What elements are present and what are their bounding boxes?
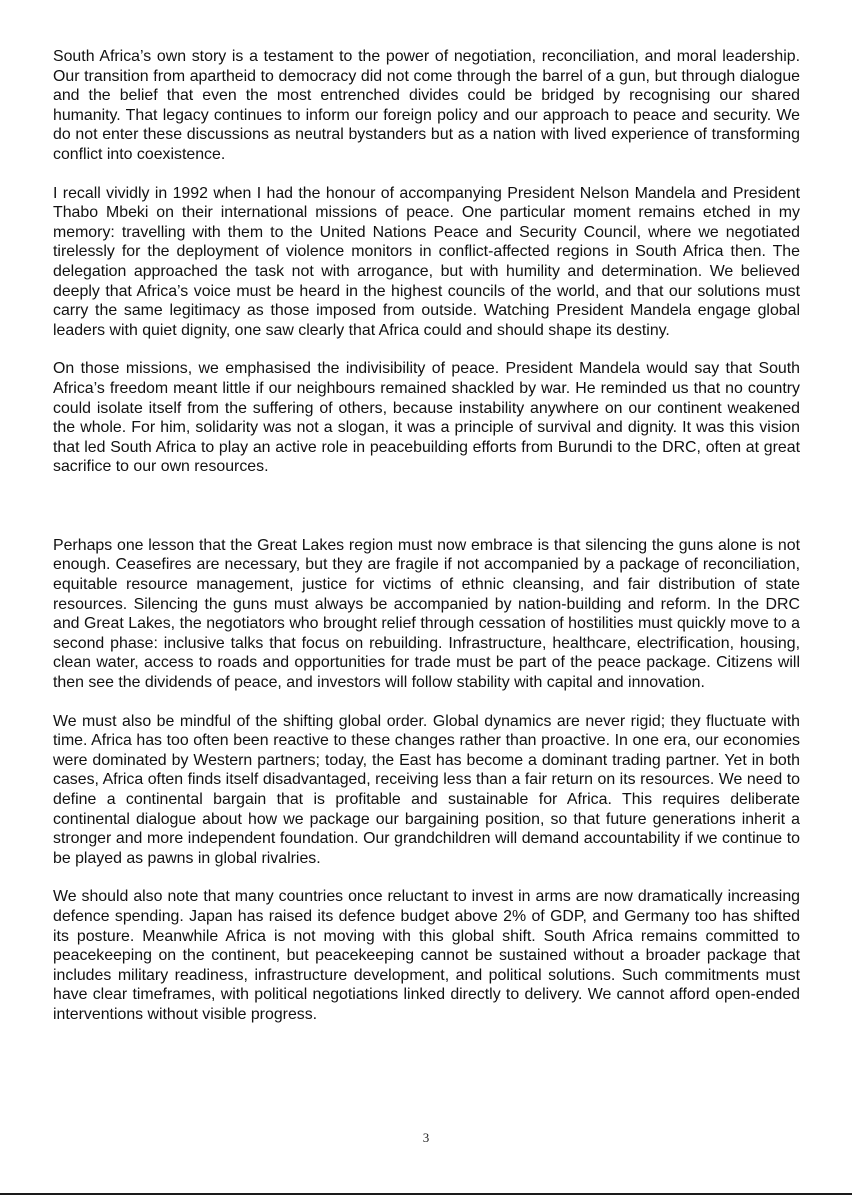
paragraph-1: South Africa’s own story is a testament to the power of negotiation, reconciliation, and moral leadership. Our transition from apartheid to democracy did not come through the barrel of a gun, but through dialogue and the belief that even the most entrenched divides could be bridged by recognising our shared humanity. That legacy continues to inform our foreign policy and our approach to peace and security. We do not enter these discussions as neutral bystanders but as a nation with lived experience of transforming conflict into coexistence. (53, 48, 800, 163)
document-body (53, 47, 800, 1025)
paragraph-5: We must also be mindful of the shifting global order. Global dynamics are never rigid; they fluctuate with time. Africa has too often been reactive to these changes rather than proactive. In one era, our economies were dominated by Western partners; today, the East has become a dominant trading partner. Yet in both cases, Africa often finds itself disadvantaged, receiving less than a fair return on its resources. We need to define a continental bargain that is profitable and sustainable for Africa. This requires deliberate continental dialogue about how we package our bargaining position, so that future generations inherit a stronger and more independent foundation. Our grandchildren will demand accountability if we continue to be played as pawns in global rivalries. (53, 712, 800, 867)
page-number: 3 (422, 1130, 430, 1145)
paragraph-2: I recall vividly in 1992 when I had the honour of accompanying President Nelson Mandela and President Thabo Mbeki on their international missions of peace. One particular moment remains etched in my memory: travelling with them to the United Nations Peace and Security Council, where we negotiated tirelessly for the deployment of violence monitors in conflict-affected regions in South Africa then. The delegation approached the task not with arrogance, but with humility and determination. We believed deeply that Africa’s voice must be heard in the highest councils of the world, and that our solutions must carry the same legitimacy as those imposed from outside. Watching President Mandela engage global leaders with quiet dignity, one saw clearly that Africa could and should shape its destiny. (53, 184, 800, 339)
paragraph-6: We should also note that many countries once reluctant to invest in arms are now dramatically increasing defence spending. Japan has raised its defence budget above 2% of GDP, and Germany too has shifted its posture. Meanwhile Africa is not moving with this global shift. South Africa remains committed to peacekeeping on the continent, but peacekeeping cannot be sustained without a broader package that includes military readiness, infrastructure development, and political solutions. Such commitments must have clear timeframes, with political negotiations linked directly to delivery. We cannot afford open-ended interventions without visible progress. (53, 888, 800, 1023)
paragraph-3: On those missions, we emphasised the indivisibility of peace. President Mandela would say that South Africa’s freedom meant little if our neighbours remained shackled by war. He reminded us that no country could isolate itself from the suffering of others, because instability anywhere on our continent weakened the whole. For him, solidarity was not a slogan, it was a principle of survival and dignity. It was this vision that led South Africa to play an active role in peacebuilding efforts from Burundi to the DRC, often at great sacrifice to our own resources. (53, 360, 800, 476)
paragraph-4: Perhaps one lesson that the Great Lakes region must now embrace is that silencing the guns alone is not enough. Ceasefires are necessary, but they are fragile if not accompanied by a package of reconciliation, equitable resource management, justice for victims of ethnic cleansing, and fair distribution of state resources. Silencing the guns must always be accompanied by nation-building and reform. In the DRC and Great Lakes, the negotiators who brought relief through cessation of hostilities must quickly move to a second phase: inclusive talks that focus on rebuilding. Infrastructure, healthcare, electrification, housing, clean water, access to roads and opportunities for trade must be part of the peace package. Citizens will then see the dividends of peace, and investors will follow stability with capital and innovation. (53, 536, 800, 692)
page-bottom-divider (0, 1193, 852, 1195)
